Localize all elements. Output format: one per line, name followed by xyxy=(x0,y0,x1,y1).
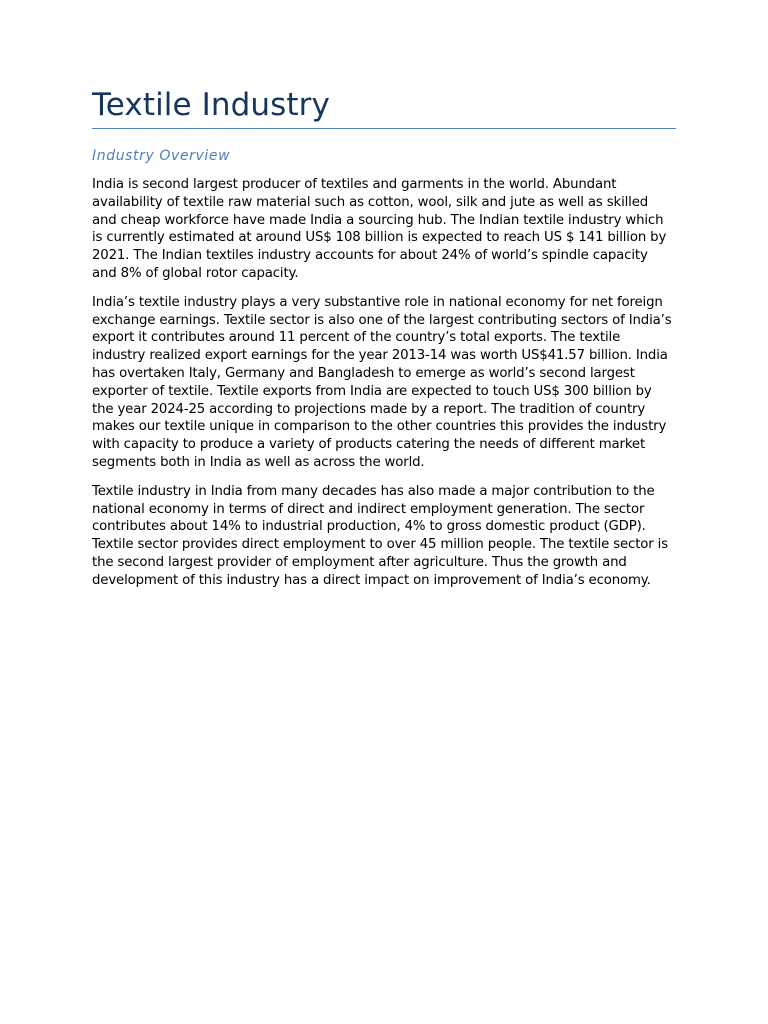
section-subtitle: Industry Overview xyxy=(92,148,231,164)
paragraph-3: Textile industry in India from many decades has also made a major contribution to the national economy in terms of direct and indirect employment generation. The sector contributes about 14% to industrial production, 4% to gross domestic product (GDP). Textile sector provides direct employment to over 45 million people. The textile sector is the second largest provider of employment after agriculture. Thus the growth and development of this industry has a direct impact on improvement of India’s economy. xyxy=(92,483,668,588)
title-divider xyxy=(92,128,676,129)
document-page xyxy=(92,84,676,601)
page-title: Textile Industry xyxy=(92,87,330,123)
paragraph-2: India’s textile industry plays a very substantive role in national economy for net foreign exchange earnings. Textile sector is also one of the largest contributing sectors of India’s export it contributes around 11 percent of the country’s total exports. The textile industry realized export earnings for the year 2013-14 was worth US$41.57 billion. India has overtaken Italy, Germany and Bangladesh to emerge as world’s second largest exporter of textile. Textile exports from India are expected to touch US$ 300 billion by the year 2024-25 according to projections made by a report. The tradition of country makes our textile unique in comparison to the other countries this provides the industry with capacity to produce a variety of products catering the needs of different market segments both in India as well as across the world. xyxy=(92,294,672,470)
paragraph-1: India is second largest producer of textiles and garments in the world. Abundant availability of textile raw material such as cotton, wool, silk and jute as well as skilled and cheap workforce have made India a sourcing hub. The Indian textile industry which is currently estimated at around US$ 108 billion is expected to reach US $ 141 billion by 2021. The Indian textiles industry accounts for about 24% of world’s spindle capacity and 8% of global rotor capacity. xyxy=(92,177,667,281)
